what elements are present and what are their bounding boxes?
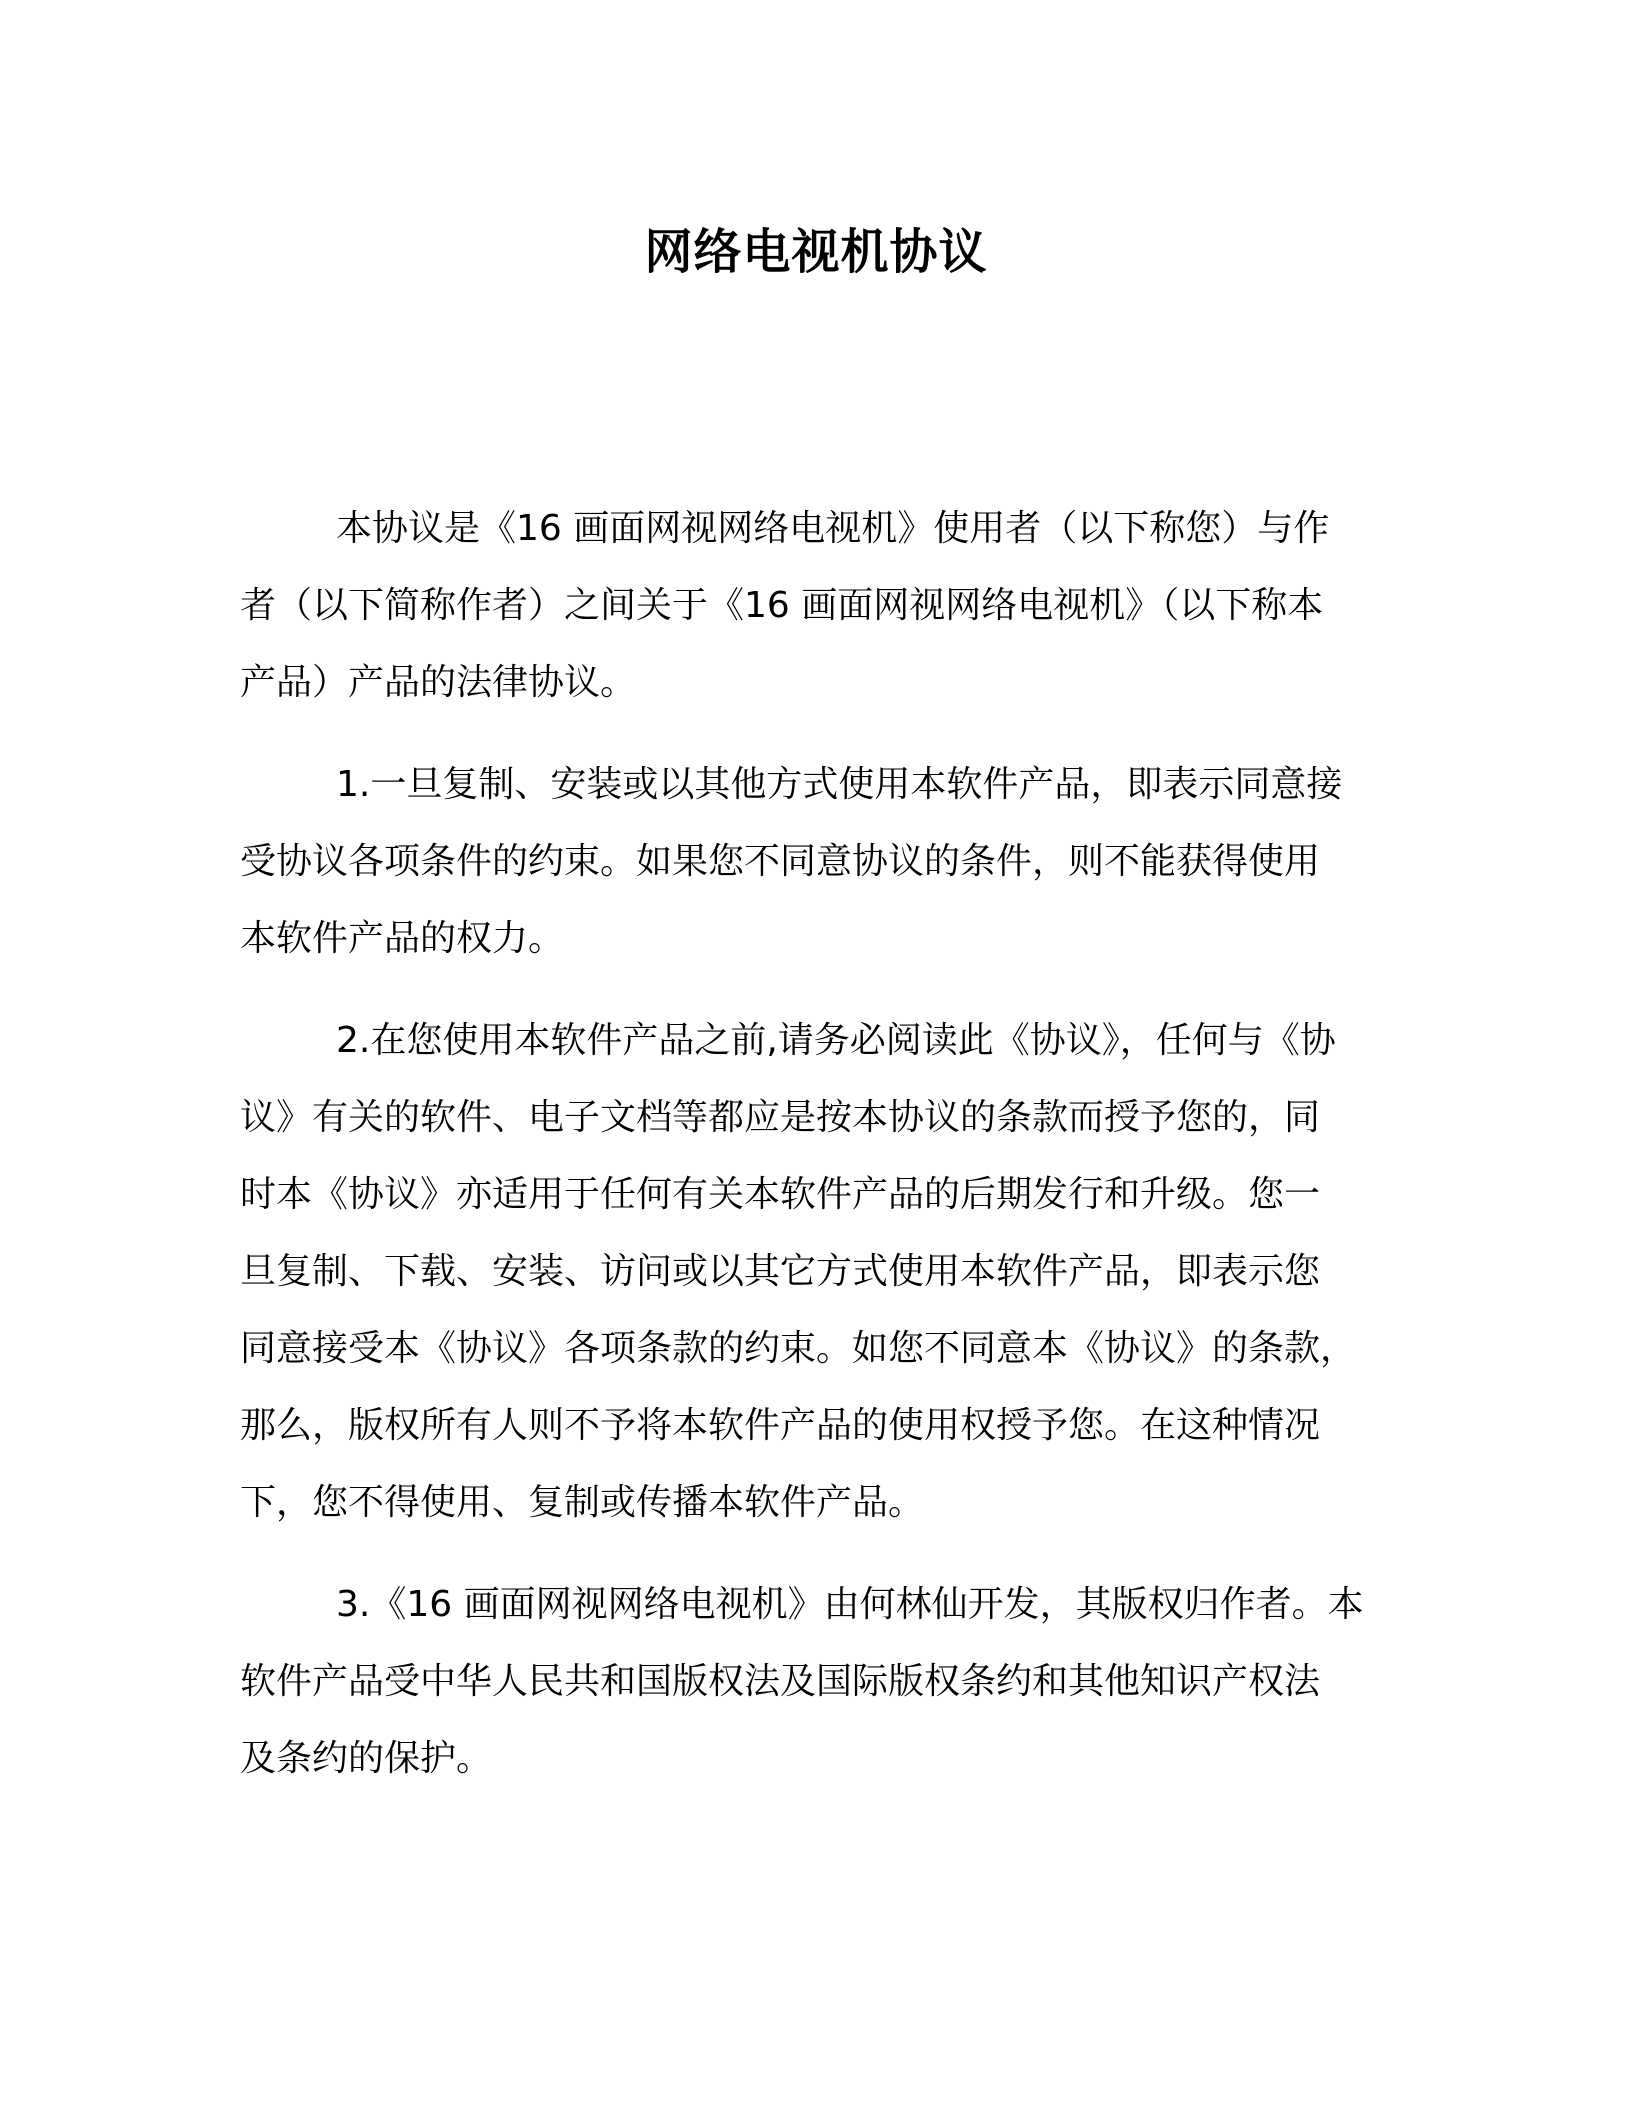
paragraph-intro [240, 490, 1370, 721]
paragraph-line: 议》有关的软件、电子文档等都应是按本协议的条款而授予您的，同 [240, 1097, 1321, 1138]
paragraph-clause-1 [240, 746, 1370, 977]
paragraph-line: 3.《16 画面网视网络电视机》由何林仙开发，其版权归作者。本 [336, 1584, 1364, 1625]
paragraph-line: 受协议各项条件的约束。如果您不同意协议的条件，则不能获得使用 [240, 841, 1321, 882]
paragraph-line: 旦复制、下载、安装、访问或以其它方式使用本软件产品，即表示您 [240, 1251, 1321, 1292]
document-body [240, 490, 1370, 1822]
paragraph-line: 2.在您使用本软件产品之前,请务必阅读此《协议》，任何与《协 [336, 1020, 1336, 1061]
paragraph-line: 1.一旦复制、安装或以其他方式使用本软件产品，即表示同意接 [336, 764, 1343, 805]
paragraph-line: 那么，版权所有人则不予将本软件产品的使用权授予您。在这种情况 [240, 1405, 1321, 1446]
document-title: 网络电视机协议 [644, 224, 988, 280]
paragraph-line: 者（以下简称作者）之间关于《16 画面网视网络电视机》（以下称本 [240, 585, 1324, 626]
paragraph-clause-2 [240, 1002, 1370, 1541]
paragraph-line: 产品）产品的法律协议。 [240, 662, 637, 703]
paragraph-line: 及条约的保护。 [240, 1738, 493, 1779]
paragraph-line: 同意接受本《协议》各项条款的约束。如您不同意本《协议》的条款， [240, 1328, 1357, 1369]
paragraph-line: 本协议是《16 画面网视网络电视机》使用者（以下称您）与作 [336, 508, 1330, 549]
paragraph-line: 下，您不得使用、复制或传播本软件产品。 [240, 1482, 925, 1523]
paragraph-line: 软件产品受中华人民共和国版权法及国际版权条约和其他知识产权法 [240, 1661, 1321, 1702]
paragraph-line: 本软件产品的权力。 [240, 918, 565, 959]
paragraph-line: 时本《协议》亦适用于任何有关本软件产品的后期发行和升级。您一 [240, 1174, 1321, 1215]
paragraph-clause-3 [240, 1566, 1370, 1797]
